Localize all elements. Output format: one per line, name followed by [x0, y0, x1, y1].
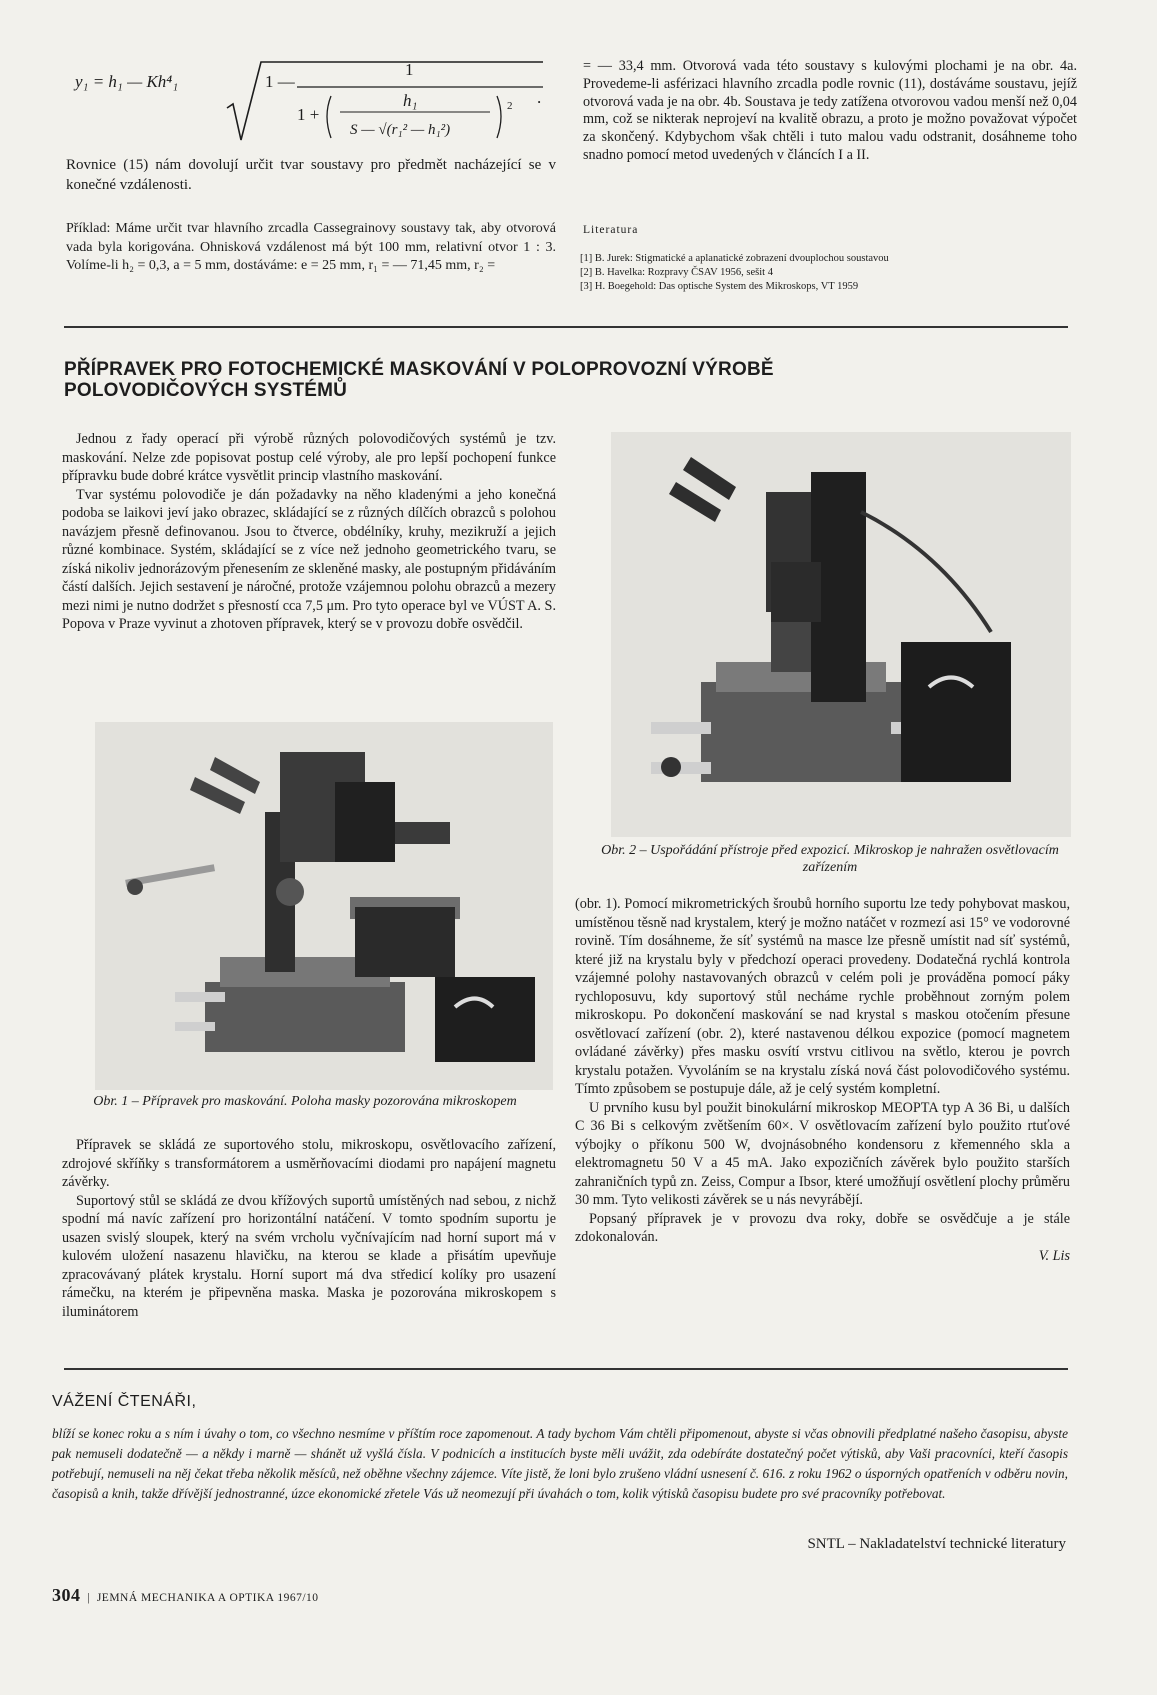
description-paragraph-1: Přípravek se skládá ze suportového stolu, mikroskopu, osvětlovacího zařízení, zdrojové skříňky s transformátorem a usměrňovacími diodami pro napájení magnetu závěrky. — [62, 1137, 556, 1190]
footer-separator: | — [83, 1592, 94, 1604]
literatura-title: Literatura — [583, 224, 639, 236]
formula-inner-numerator: h₁ — [403, 91, 418, 110]
formula-power: 2 — [507, 100, 513, 112]
process-paragraph-2: U prvního kusu byl použit binokulární mikroskop MEOPTA typ A 36 Bi, u dalších C 36 Bi s celkovým zvětšením 60×. V osvětlovacím zařízení bylo použito rtuťové výbojky o příkonu 500 W, dvojnásobného kondensoru z křemenného skla a elektromagnetu 50 V a 45 mA. Jako expozičních závěrek bylo použito starších zahraničních typů zn. Zeiss, Compur a Ibsor, které umožňují osvětlení plochy průměru 30 mm. Tyto velikosti závěrek se u nás nevyrábějí. — [575, 1099, 1070, 1208]
figure-1-photo — [95, 722, 553, 1090]
article-title-line2: POLOVODIČOVÝCH SYSTÉMŮ — [64, 380, 348, 401]
reference-1: [1] B. Jurek: Stigmatické a aplanatické zobrazení dvouplochou soustavou — [580, 253, 889, 264]
formula-lhs: y₁ = h₁ — Kh⁴₁ — [75, 72, 179, 91]
reference-2: [2] B. Havelka: Rozpravy ČSAV 1956, sešit 4 — [580, 267, 773, 278]
description-paragraph-2: Suportový stůl se skládá ze dvou křížových suportů umístěných nad sebou, z nichž spodní má navíc zařízení pro horizontální natáčení. V tomto spodním suportu je usazen svislý sloupek, který na svém vrcholu vyčnívajícím nad horní suport má v kulovém uložení nasazenu hlavičku, na kterou se klade a přisátím upevňuje zpracovávaný plátek krystalu. Horní suport má dva středicí kolíky pro usazení rámečku, na kterém je připevněna maska. Maska je pozorována mikroskopem s iluminátorem — [62, 1192, 556, 1320]
notice-body: blíží se konec roku a s ním i úvahy o tom, co všechno nesmíme v příštím roce zapomenout. A tady bychom Vám chtěli připomenout, abyste si včas obnovili předplatné našeho časopisu, abyste pak nemuseli dodatečně — a někdy i marně — shánět už vyšlá čísla. V podnicích a institucích byste měli uvážit, zda odebíráte dostatečný počet výtisků, aby Vaši pracovníci, kteří časopis potřebují, nemuseli na něj čekat třeba několik měsíců, než oběhne všechny zájemce. Víte jistě, že loni bylo zrušeno vládní usnesení č. 616. z roku 1962 o úsporných opatřeních v odběru novin, časopisů a knih, takže dřívější jednostranné, úzce ekonomické zřetele Vás už neomezují při úvahách o tom, kolik výtisků časopisu budete pro své pracovníky potřebovat. — [52, 1426, 1068, 1501]
figure-1-caption: Obr. 1 – Přípravek pro maskování. Poloha masky pozorována mikroskopem — [93, 1094, 517, 1109]
article-author: V. Lis — [1038, 1247, 1070, 1264]
page-number: 304 — [52, 1585, 81, 1605]
process-paragraph-3: Popsaný přípravek je v provozu dva roky, dobře se osvědčuje a je stále zdokonalován. — [575, 1210, 1070, 1245]
priklad-paragraph — [66, 220, 556, 276]
formula-15 — [75, 58, 555, 153]
priklad-text: Příklad: Máme určit tvar hlavního zrcadla Cassegrainovy soustavy tak, aby otvorová vada byla korigována. Ohnisková vzdálenost má být 100 mm, relativní otvor 1 : 3. Volíme-li h₂ = 0,3, a = 5 mm, dostáváme: e = 25 mm, r₁ = — 71,45 mm, r₂ = — [66, 221, 556, 273]
formula-prefix: 1 — — [265, 72, 295, 91]
reference-list — [580, 252, 1080, 294]
rovnice-paragraph — [66, 155, 556, 195]
illumination-setup-photo — [611, 432, 1071, 837]
article-title — [64, 359, 1074, 401]
intro-paragraph-2: Tvar systému polovodiče je dán požadavky na něho kladenými a jeho konečná podoba se laikovi jeví jako obrazec, skládající se z různých dílčích obrazců s polohou navázjem přesně definovanou. Jsou to čtverce, obdélníky, kruhy, mezikruží a jejich různé kombinace. Systém, skládající se z více než jednoho geometrického tvaru, se získá nikoliv jednorázovým přenesením ze skleněné masky, ale postupným přidáváním částí dalších. Jejich sestavení je náročné, protože vzájemnou polohu obrazců a mezery mezi nimi je nutno dodržet s přesností cca 7,5 μm. Pro tyto operace byl ve VÚST A. S. Popova v Praze vyvinut a zhotoven přípravek, který se v provozu dobře osvědčil. — [62, 486, 556, 632]
microscope-fixture-photo — [95, 722, 553, 1090]
reference-3: [3] H. Boegehold: Das optische System des Mikroskops, VT 1959 — [580, 281, 859, 292]
notice-signature: SNTL – Nakladatelství technické literatury — [807, 1536, 1066, 1552]
intro-paragraph-1: Jednou z řady operací při výrobě různých polovodičových systémů je tzv. maskování. Nelze zde popisovat postup celé výroby, ale pro lepší pochopení funkce přípravku bude dobré krátce vysvětlit princip vlastního maskování. — [62, 431, 556, 484]
formula-inner-denominator: S — √(r₁² — h₁²) — [350, 122, 451, 138]
notice-title: VÁŽENÍ ČTENÁŘI, — [52, 1393, 197, 1410]
formula-one: 1 — [405, 60, 414, 79]
figure-2-photo — [611, 432, 1071, 837]
notice-divider — [64, 1368, 1068, 1370]
rovnice-text: Rovnice (15) nám dovolují určit tvar soustavy pro předmět nacházející se v konečné vzdálenosti. — [66, 157, 556, 193]
formula-one-plus: 1 + — [297, 105, 320, 124]
continuation-text: = — 33,4 mm. Otvorová vada této soustavy s kulovými plochami je na obr. 4a. Provedeme-li asférizaci hlavního zrcadla podle rovnic (11), dostáváme soustavu, jejíž otvorová vada je na obr. 4b. Soustava je tedy zatížena otvorovou vadou menší než 0,04 mm, což se nikterak neprojeví na kvalitě obrazu, a proto je možno považovat výpočet za skončený. Kdybychom však chtěli i tuto malou vadu odstranit, dosáhneme toho snadno pomocí metod uvedených v článcích I a II. — [583, 58, 1077, 163]
top-divider — [64, 326, 1068, 328]
process-paragraph-1: (obr. 1). Pomocí mikrometrických šroubů horního suportu lze tedy pohybovat maskou, umístěnou těsně nad krystalem, který je možno natáčet v rozmezí asi 15° ve vodorovné rovině. Tím dosáhneme, že síť systémů na masce lze přesně umístit nad síť systémů, které již na krystalu byly v předchozí operaci provedeny. Dodatečná rychlá kontrola vzájemné polohy nastavovaných obrazců v celém poli je prováděna pomocí páky rychloposuvu, kdy suportový stůl necháme rychle proběhnout zorným polem mikroskopu. Po dokončení maskování se nad krystal s maskou otočením přesune osvětlovací zařízení (obr. 2), které nastavenou délkou expozice (pomocí magnetem ovládané závěrky) přes masku osvítí vrstvu citlivou na světlo, kterou je povrch krystalu potažen. Vyvoláním se na krystalu získá nová část polovodičového systému. Tímto způsobem se postupuje dále, až je celý systém kompletní. — [575, 896, 1070, 1097]
article-process — [575, 895, 1070, 1265]
article-title-line1: PŘÍPRAVEK PRO FOTOCHEMICKÉ MASKOVÁNÍ V POLOPROVOZNÍ VÝROBĚ — [64, 359, 774, 380]
continuation-paragraph — [583, 58, 1077, 165]
figure-2-caption: Obr. 2 – Uspořádání přístroje před expozicí. Mikroskop je nahražen osvětlovacím zařízením — [601, 843, 1059, 875]
article-description — [62, 1136, 556, 1321]
formula-dot: . — [537, 88, 542, 107]
article-intro — [62, 430, 556, 634]
page-footer — [52, 1585, 319, 1606]
journal-name: JEMNÁ MECHANIKA A OPTIKA 1967/10 — [96, 1592, 319, 1604]
